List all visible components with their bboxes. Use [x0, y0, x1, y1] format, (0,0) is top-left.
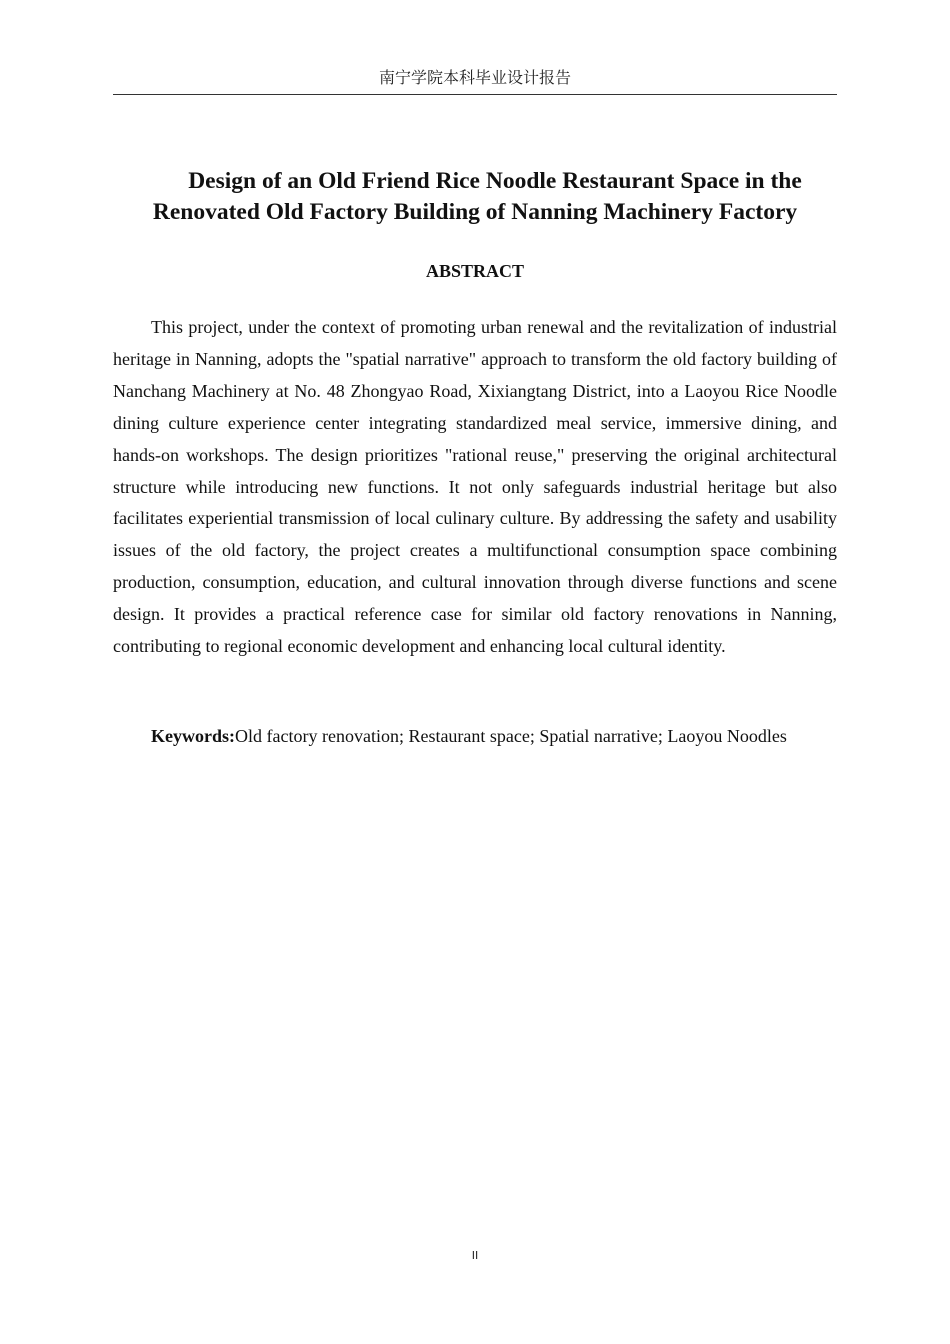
- page-number: II: [471, 1249, 479, 1262]
- title-line-2: Renovated Old Factory Building of Nanning Machinery Factory: [152, 199, 798, 225]
- keywords-text: Old factory renovation; Restaurant space; Spatial narrative; Laoyou Noodles: [235, 726, 787, 746]
- keywords-line: [113, 722, 837, 750]
- keywords-label: Keywords:: [151, 726, 235, 746]
- header-divider: [113, 94, 837, 95]
- abstract-heading: ABSTRACT: [425, 261, 525, 281]
- abstract-paragraph: This project, under the context of promoting urban renewal and the revitalization of industrial heritage in Nanning, adopts the "spatial narrative" approach to transform the old factory building of Nanchang Machinery at No. 48 Zhongyao Road, Xixiangtang District, into a Laoyou Rice Noodle dining culture experience center integrating standardized meal service, immersive dining, and hands-on workshops. The design prioritizes "rational reuse," preserving the original architectural structure while introducing new functions. It not only safeguards industrial heritage but also facilitates experiential transmission of local culinary culture. By addressing the safety and usability issues of the old factory, the project creates a multifunctional consumption space combining production, consumption, education, and cultural innovation through diverse functions and scene design. It provides a practical reference case for similar old factory renovations in Nanning, contributing to regional economic development and enhancing local cultural identity.: [113, 317, 837, 657]
- document-title: [113, 166, 837, 228]
- title-line-1: Design of an Old Friend Rice Noodle Restaurant Space in the: [188, 168, 802, 194]
- running-header: 南宁学院本科毕业设计报告: [378, 68, 571, 87]
